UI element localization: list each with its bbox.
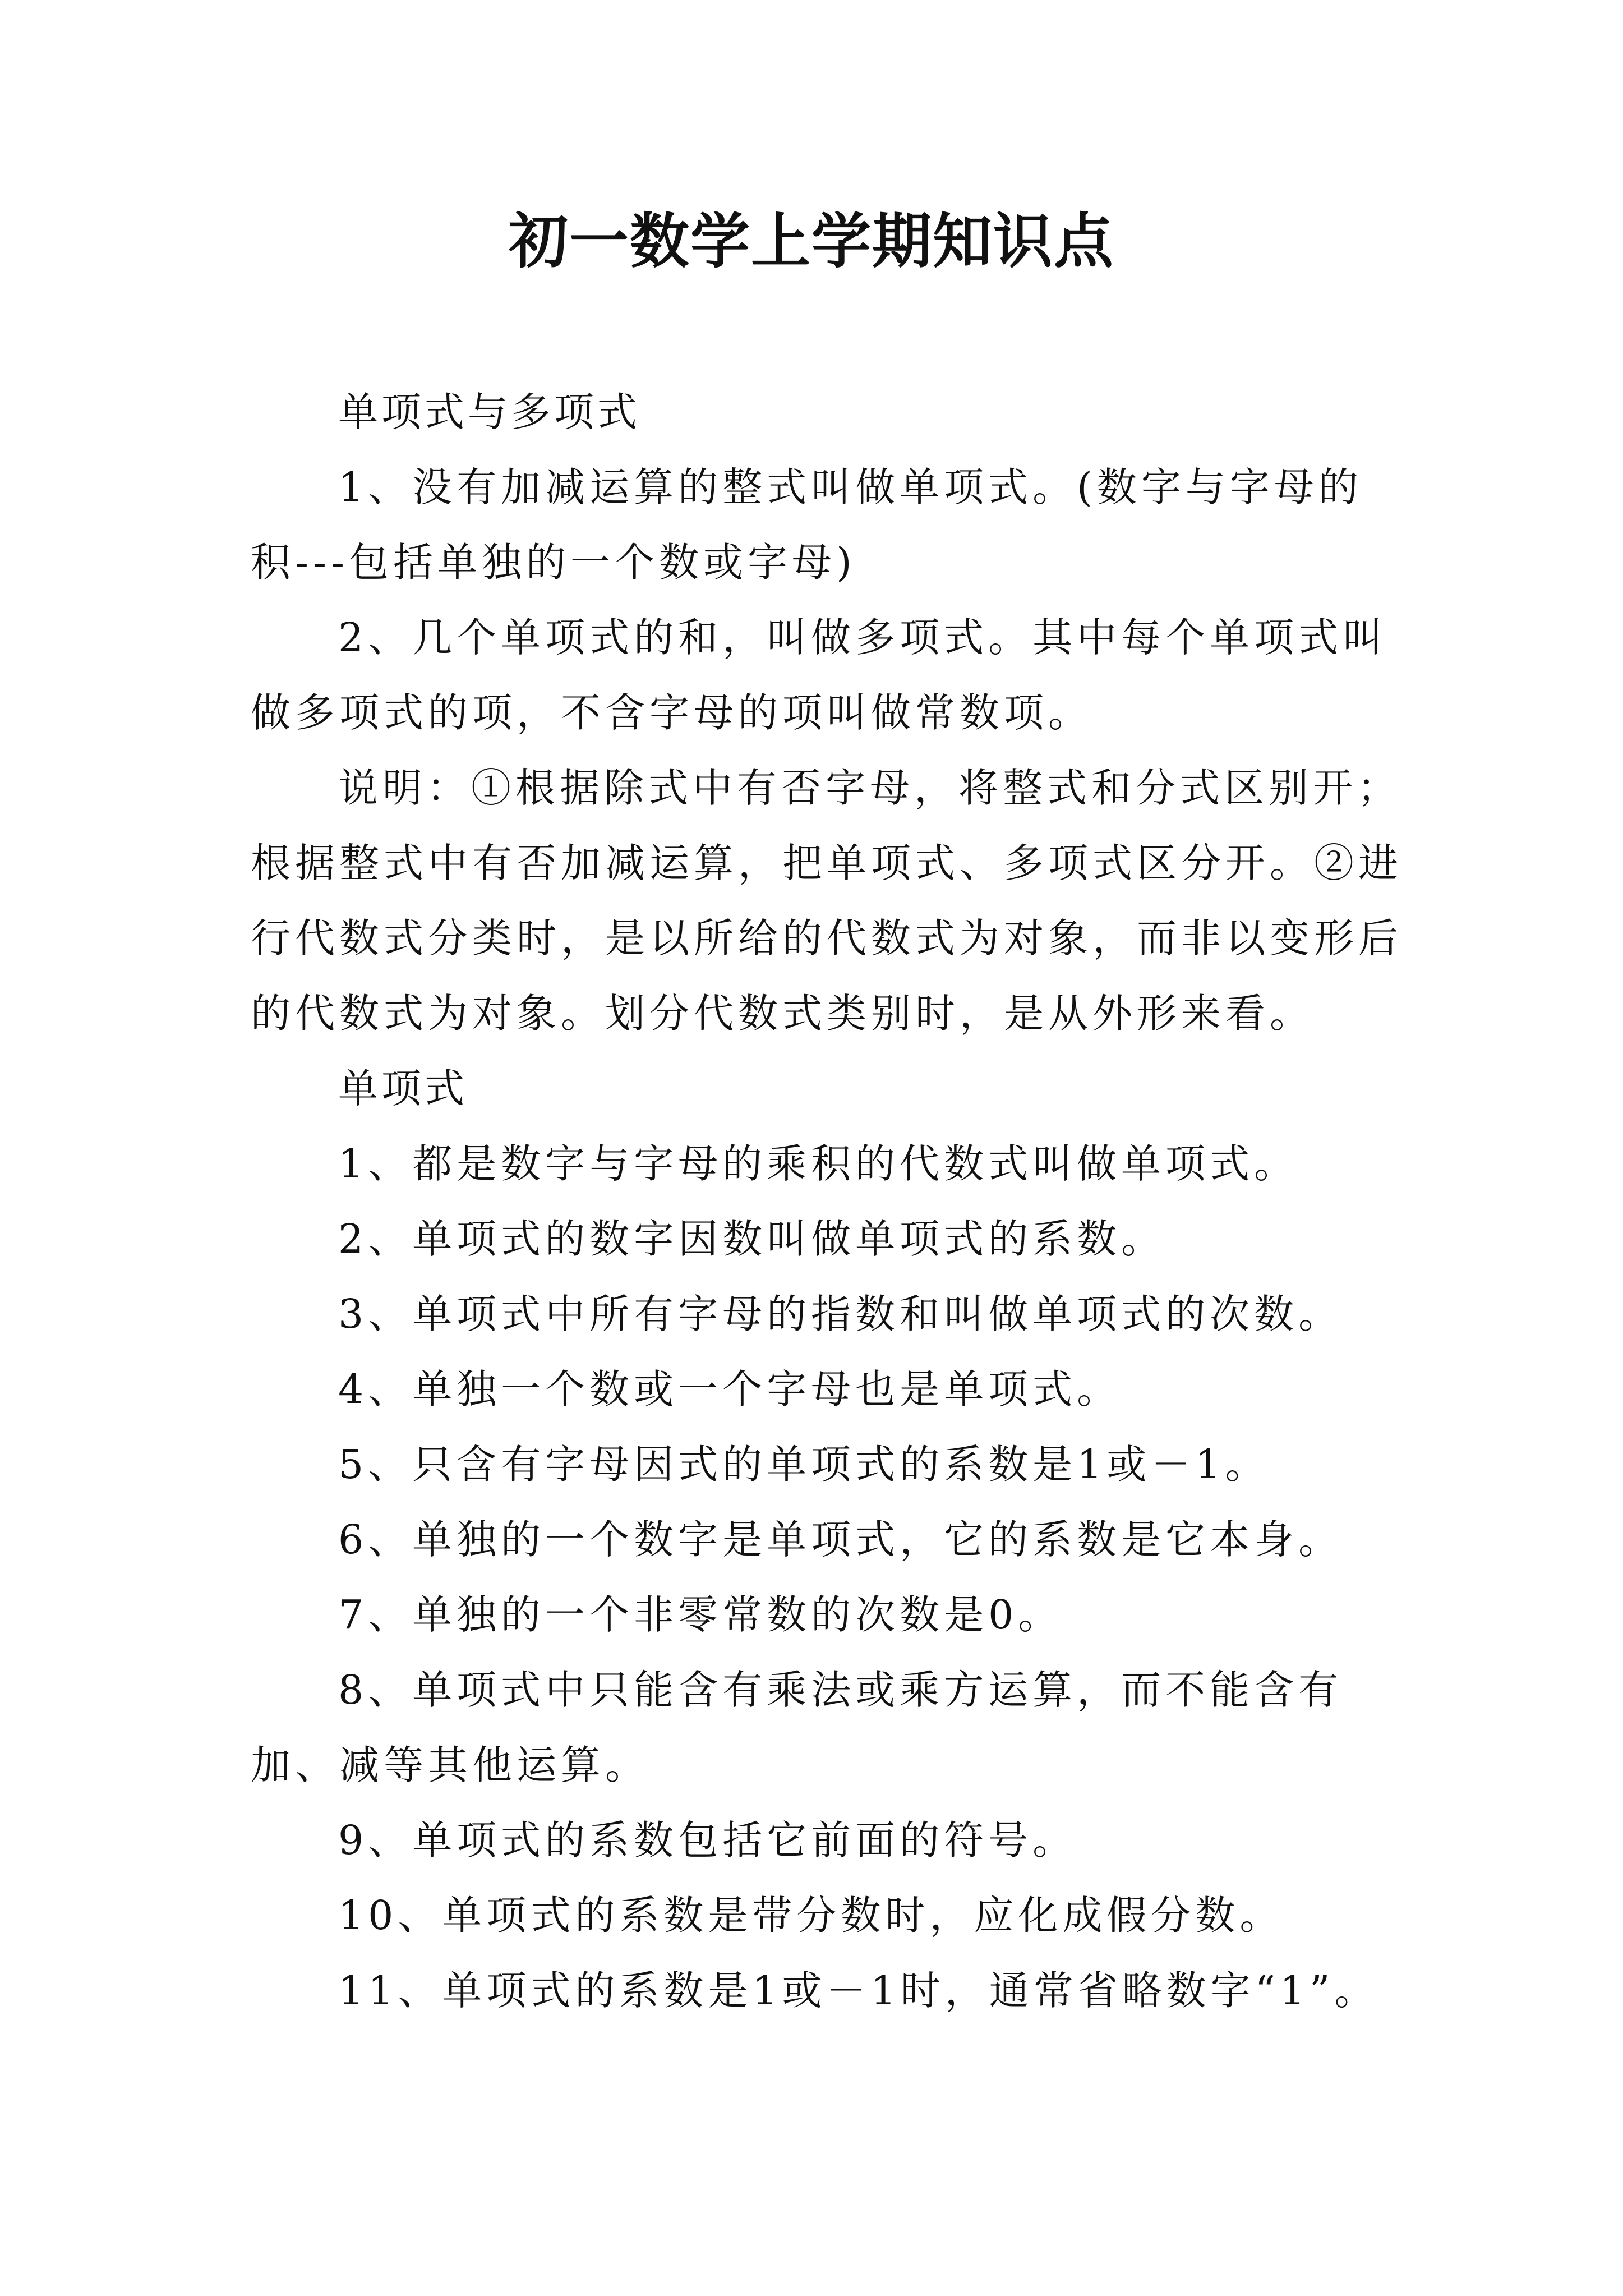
list-item: 7、单独的一个非零常数的次数是0。 <box>338 1591 1063 1638</box>
list-item: 5、只含有字母因式的单项式的系数是1或－1。 <box>338 1441 1270 1488</box>
document-title: 初一数学上学期知识点 <box>509 206 1114 276</box>
section-heading-monomial: 单项式 <box>338 1065 468 1112</box>
section-heading-monomial-polynomial: 单项式与多项式 <box>338 389 641 435</box>
list-item: 3、单项式中所有字母的指数和叫做单项式的次数。 <box>338 1291 1343 1337</box>
list-item: 6、单独的一个数字是单项式，它的系数是它本身。 <box>338 1516 1343 1563</box>
list-item: 9、单项式的系数包括它前面的符号。 <box>338 1817 1077 1864</box>
list-item: 8、单项式中只能含有乘法或乘方运算，而不能含有加、减等其他运算。 <box>251 1667 1343 1788</box>
paragraph-note: 说明：①根据除式中有否字母，将整式和分式区别开；根据整式中有否加减运算，把单项式、多项式区分开。②进行代数式分类时，是以所给的代数式为对象，而非以变形后的代数式为对象。划分代数式类别时，是从外形来看。 <box>251 765 1403 1037</box>
paragraph: 2、几个单项式的和，叫做多项式。其中每个单项式叫做多项式的项，不含字母的项叫做常数项。 <box>251 614 1387 736</box>
paragraph: 1、没有加减运算的整式叫做单项式。(数字与字母的积---包括单独的一个数或字母) <box>251 464 1363 586</box>
list-item: 2、单项式的数字因数叫做单项式的系数。 <box>338 1216 1166 1262</box>
list-item: 11、单项式的系数是1或－1时，通常省略数字“1”。 <box>338 1967 1379 2014</box>
list-item: 4、单独一个数或一个字母也是单项式。 <box>338 1366 1122 1412</box>
document-body <box>251 375 1423 2028</box>
list-item: 10、单项式的系数是带分数时，应化成假分数。 <box>338 1892 1284 1939</box>
list-item: 1、都是数字与字母的乘积的代数式叫做单项式。 <box>338 1140 1299 1187</box>
